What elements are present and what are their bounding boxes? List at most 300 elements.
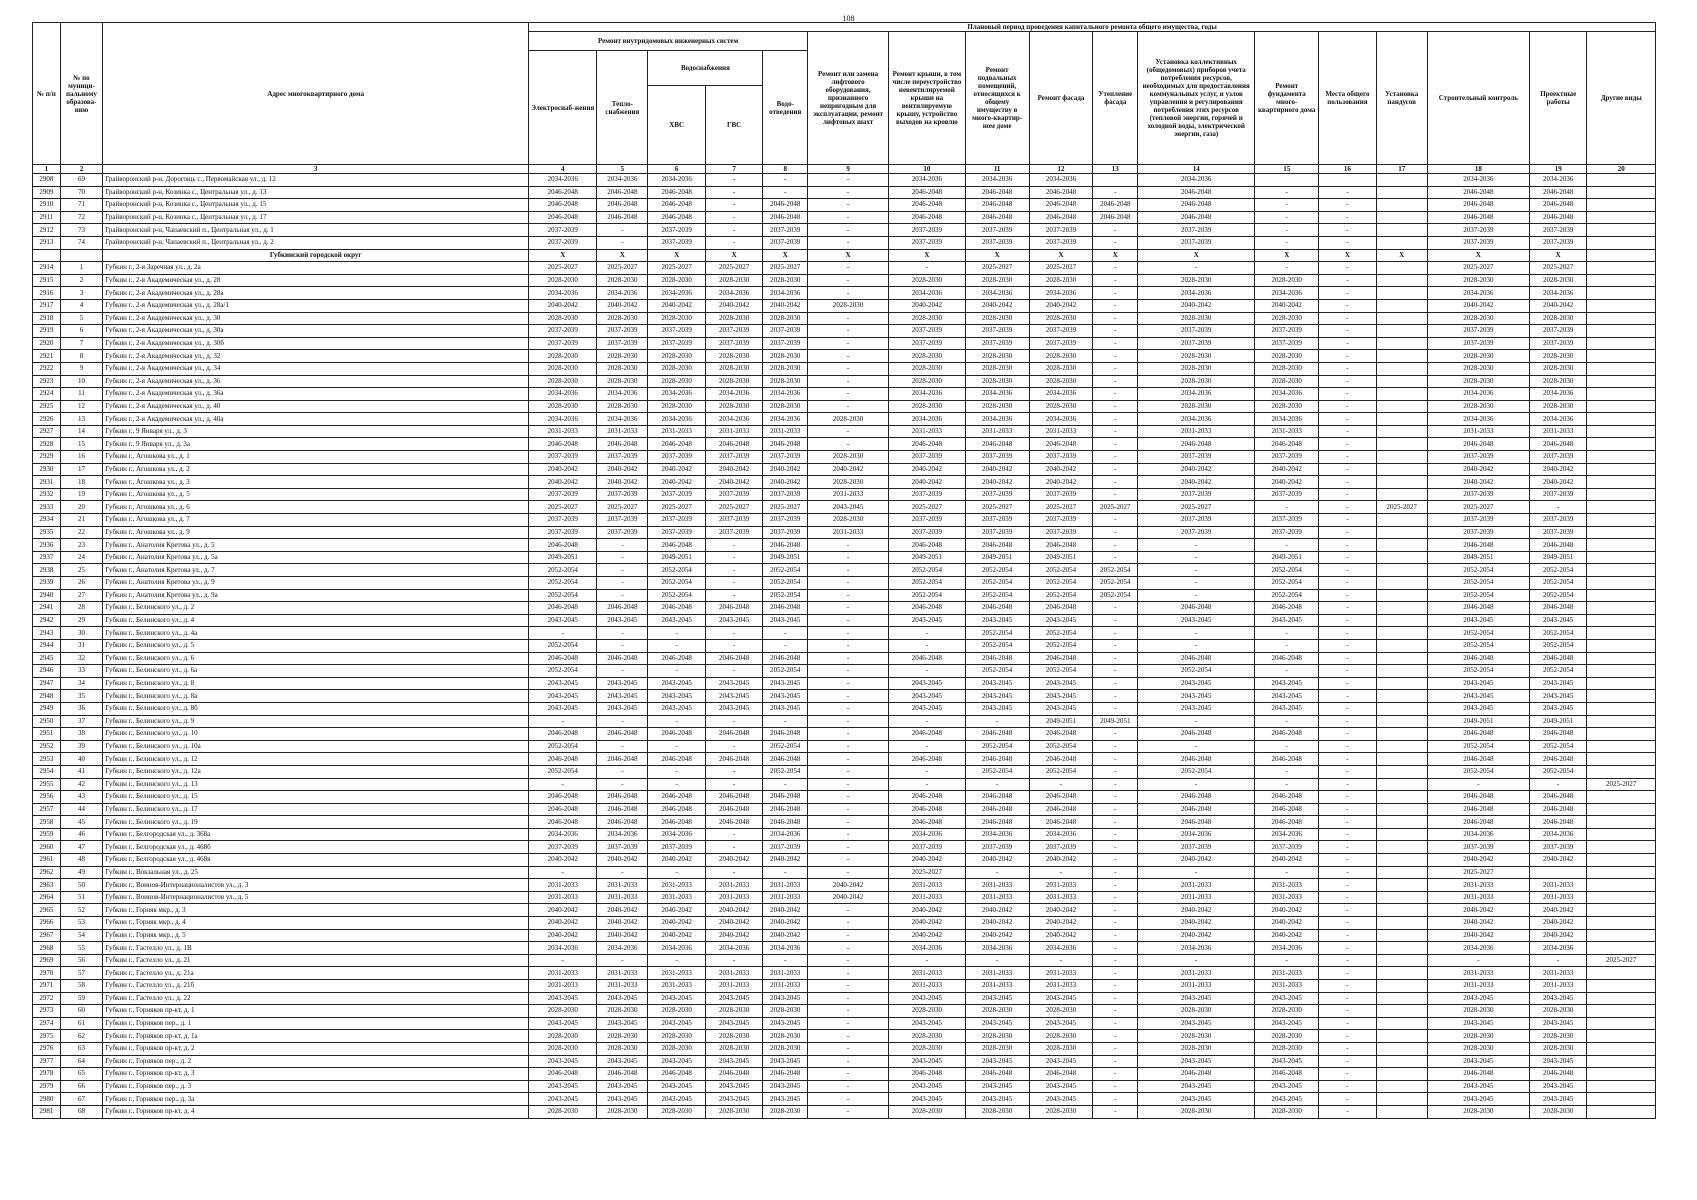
period-cell: 2037-2039 <box>648 514 705 527</box>
capital-repair-table <box>32 22 1656 1119</box>
table-body <box>33 174 1656 1119</box>
period-cell <box>1587 715 1656 728</box>
table-row <box>33 929 1656 942</box>
municipal-number: 68 <box>60 1105 103 1118</box>
period-cell <box>1376 312 1427 325</box>
period-cell: 2052-2054 <box>648 564 705 577</box>
period-cell <box>1587 967 1656 980</box>
period-cell: 2049-2051 <box>1427 715 1529 728</box>
row-number: 2955 <box>33 778 61 791</box>
period-cell: 2037-2039 <box>648 526 705 539</box>
period-cell <box>1376 526 1427 539</box>
period-cell: 2037-2039 <box>889 841 966 854</box>
column-number: 4 <box>529 165 597 174</box>
period-cell <box>1376 337 1427 350</box>
period-cell: - <box>597 778 648 791</box>
period-cell: 2031-2033 <box>648 891 705 904</box>
period-cell: 2046-2048 <box>1427 211 1529 224</box>
table-row <box>33 362 1656 375</box>
period-cell: 2040-2042 <box>1529 929 1586 942</box>
period-cell: - <box>889 665 966 678</box>
period-cell: 2046-2048 <box>1138 652 1255 665</box>
period-cell: - <box>1319 577 1376 590</box>
period-cell: 2043-2045 <box>965 1055 1029 1068</box>
period-cell: 2040-2042 <box>889 463 966 476</box>
period-cell: 2043-2045 <box>1138 690 1255 703</box>
period-cell: 2040-2042 <box>1029 854 1093 867</box>
period-cell: 2052-2054 <box>763 665 808 678</box>
period-cell: 2046-2048 <box>705 816 762 829</box>
period-cell: - <box>1319 803 1376 816</box>
row-number: 2925 <box>33 400 61 413</box>
period-cell: 2037-2039 <box>1029 488 1093 501</box>
period-cell: - <box>1093 551 1138 564</box>
period-cell: 2046-2048 <box>705 602 762 615</box>
row-number: 2924 <box>33 388 61 401</box>
period-cell: - <box>597 236 648 249</box>
period-cell: 2040-2042 <box>529 917 597 930</box>
period-cell: 2046-2048 <box>1255 652 1319 665</box>
period-cell: 2037-2039 <box>1138 224 1255 237</box>
table-row <box>33 891 1656 904</box>
period-cell: 2037-2039 <box>648 224 705 237</box>
header-address: Адрес многоквартирного дома <box>103 23 529 165</box>
period-cell: 2034-2036 <box>889 942 966 955</box>
period-cell: 2037-2039 <box>763 325 808 338</box>
period-cell <box>1376 589 1427 602</box>
municipal-number: 26 <box>60 577 103 590</box>
period-cell: - <box>1138 866 1255 879</box>
period-cell: - <box>597 740 648 753</box>
period-cell: 2031-2033 <box>1138 980 1255 993</box>
row-number: 2933 <box>33 501 61 514</box>
period-cell <box>1587 1068 1656 1081</box>
period-cell: 2025-2027 <box>648 262 705 275</box>
period-cell <box>1587 526 1656 539</box>
period-cell: 2040-2042 <box>529 854 597 867</box>
municipal-number: 44 <box>60 803 103 816</box>
period-cell: - <box>1093 866 1138 879</box>
period-cell <box>1255 174 1319 187</box>
period-cell: 2034-2036 <box>763 942 808 955</box>
period-cell: 2034-2036 <box>1427 828 1529 841</box>
period-cell: 2043-2045 <box>529 614 597 627</box>
period-cell: 2037-2039 <box>529 841 597 854</box>
period-cell: - <box>1319 551 1376 564</box>
header-insulation: Утепление фасада <box>1093 32 1138 165</box>
period-cell: 2046-2048 <box>597 803 648 816</box>
period-cell: 2028-2030 <box>705 1042 762 1055</box>
period-cell: 2046-2048 <box>1029 602 1093 615</box>
period-cell: X <box>1093 249 1138 262</box>
period-cell: 2031-2033 <box>763 891 808 904</box>
address-cell: Губкин г., Гастелло ул., д. 1В <box>103 942 529 955</box>
period-cell: 2046-2048 <box>529 186 597 199</box>
table-row <box>33 602 1656 615</box>
header-municipal-num: № по муници-пальному образова-нию <box>60 23 103 165</box>
municipal-number: 34 <box>60 677 103 690</box>
period-cell: 2052-2054 <box>1255 577 1319 590</box>
period-cell: 2046-2048 <box>1138 1068 1255 1081</box>
table-row <box>33 350 1656 363</box>
period-cell: - <box>1093 350 1138 363</box>
period-cell: - <box>1319 589 1376 602</box>
period-cell: 2046-2048 <box>597 753 648 766</box>
period-cell: 2028-2030 <box>1255 312 1319 325</box>
address-cell: Грайворонский р-н, Дорогощь с., Первомайская ул., д. 12 <box>103 174 529 187</box>
period-cell: - <box>889 627 966 640</box>
section-row <box>33 249 1656 262</box>
period-cell: 2043-2045 <box>648 702 705 715</box>
period-cell: - <box>808 841 889 854</box>
period-cell: 2052-2054 <box>1427 627 1529 640</box>
period-cell: - <box>808 980 889 993</box>
period-cell: 2028-2030 <box>648 1005 705 1018</box>
period-cell: 2046-2048 <box>889 199 966 212</box>
period-cell: 2046-2048 <box>1427 186 1529 199</box>
municipal-number: 9 <box>60 362 103 375</box>
period-cell: - <box>808 690 889 703</box>
period-cell: 2043-2045 <box>1529 1080 1586 1093</box>
period-cell: - <box>1319 488 1376 501</box>
table-row <box>33 577 1656 590</box>
period-cell: 2046-2048 <box>597 816 648 829</box>
period-cell <box>1587 476 1656 489</box>
period-cell: - <box>1319 841 1376 854</box>
address-cell: Губкин г., Агошкова ул., д. 1 <box>103 451 529 464</box>
table-row <box>33 211 1656 224</box>
period-cell: 2037-2039 <box>1029 337 1093 350</box>
period-cell: 2031-2033 <box>597 425 648 438</box>
period-cell: X <box>1427 249 1529 262</box>
period-cell <box>1376 211 1427 224</box>
table-row <box>33 287 1656 300</box>
period-cell: 2028-2030 <box>648 312 705 325</box>
period-cell: 2031-2033 <box>648 879 705 892</box>
period-cell: 2034-2036 <box>889 287 966 300</box>
period-cell: 2049-2051 <box>1093 715 1138 728</box>
municipal-number: 3 <box>60 287 103 300</box>
period-cell: - <box>705 224 762 237</box>
row-number: 2979 <box>33 1080 61 1093</box>
period-cell: 2028-2030 <box>1029 1005 1093 1018</box>
period-cell: 2043-2045 <box>529 992 597 1005</box>
period-cell: 2040-2042 <box>965 299 1029 312</box>
period-cell: 2043-2045 <box>1029 690 1093 703</box>
period-cell: - <box>808 589 889 602</box>
period-cell: X <box>1319 249 1376 262</box>
period-cell: 2025-2027 <box>1587 778 1656 791</box>
period-cell: 2046-2048 <box>1093 199 1138 212</box>
period-cell: 2046-2048 <box>1029 1068 1093 1081</box>
period-cell: - <box>808 577 889 590</box>
period-cell: - <box>808 1093 889 1106</box>
period-cell: 2046-2048 <box>763 816 808 829</box>
period-cell: 2043-2045 <box>1138 1080 1255 1093</box>
period-cell <box>1376 388 1427 401</box>
period-cell: 2028-2030 <box>763 274 808 287</box>
period-cell: 2046-2048 <box>1529 728 1586 741</box>
period-cell: 2040-2042 <box>529 299 597 312</box>
period-cell: 2043-2045 <box>648 1055 705 1068</box>
period-cell: 2037-2039 <box>1138 236 1255 249</box>
period-cell: 2043-2045 <box>763 1080 808 1093</box>
period-cell: 2046-2048 <box>965 652 1029 665</box>
column-number: 16 <box>1319 165 1376 174</box>
period-cell: 2046-2048 <box>965 753 1029 766</box>
period-cell: 2037-2039 <box>705 514 762 527</box>
period-cell: 2052-2054 <box>1093 589 1138 602</box>
period-cell <box>1587 929 1656 942</box>
period-cell: 2037-2039 <box>965 488 1029 501</box>
period-cell <box>1376 1030 1427 1043</box>
period-cell <box>1376 791 1427 804</box>
row-number: 2947 <box>33 677 61 690</box>
period-cell: X <box>808 249 889 262</box>
period-cell <box>1376 702 1427 715</box>
table-row <box>33 917 1656 930</box>
period-cell: 2046-2048 <box>1529 791 1586 804</box>
period-cell: 2040-2042 <box>1029 463 1093 476</box>
period-cell: 2046-2048 <box>1138 728 1255 741</box>
period-cell: 2028-2030 <box>529 1005 597 1018</box>
municipal-number: 1 <box>60 262 103 275</box>
period-cell: 2037-2039 <box>965 841 1029 854</box>
period-cell: 2034-2036 <box>1529 828 1586 841</box>
period-cell: - <box>808 816 889 829</box>
period-cell: 2043-2045 <box>648 677 705 690</box>
period-cell: - <box>1319 1068 1376 1081</box>
period-cell: 2037-2039 <box>763 841 808 854</box>
period-cell: 2025-2027 <box>763 501 808 514</box>
period-cell: 2025-2027 <box>889 501 966 514</box>
period-cell: 2037-2039 <box>597 451 648 464</box>
period-cell: - <box>1093 702 1138 715</box>
period-cell: 2046-2048 <box>889 791 966 804</box>
period-cell: - <box>1093 1030 1138 1043</box>
municipal-number: 46 <box>60 828 103 841</box>
period-cell: 2043-2045 <box>763 677 808 690</box>
period-cell: - <box>1138 639 1255 652</box>
period-cell: 2043-2045 <box>889 992 966 1005</box>
period-cell: 2043-2045 <box>597 992 648 1005</box>
row-number: 2910 <box>33 199 61 212</box>
row-number: 2976 <box>33 1042 61 1055</box>
period-cell <box>1376 425 1427 438</box>
period-cell: - <box>1093 476 1138 489</box>
period-cell: 2046-2048 <box>1255 816 1319 829</box>
period-cell: - <box>1319 891 1376 904</box>
table-row <box>33 186 1656 199</box>
period-cell: 2037-2039 <box>1427 224 1529 237</box>
period-cell: 2043-2045 <box>1029 614 1093 627</box>
period-cell: 2052-2054 <box>1093 577 1138 590</box>
period-cell: 2028-2030 <box>1529 312 1586 325</box>
period-cell: 2031-2033 <box>705 879 762 892</box>
period-cell: 2043-2045 <box>965 690 1029 703</box>
period-cell: 2037-2039 <box>1529 337 1586 350</box>
period-cell: 2037-2039 <box>529 224 597 237</box>
period-cell: 2040-2042 <box>1255 929 1319 942</box>
period-cell: 2037-2039 <box>1138 451 1255 464</box>
period-cell: - <box>1319 740 1376 753</box>
period-cell: 2037-2039 <box>648 488 705 501</box>
table-row <box>33 690 1656 703</box>
row-number: 2919 <box>33 325 61 338</box>
period-cell: - <box>597 665 648 678</box>
period-cell: 2040-2042 <box>1255 463 1319 476</box>
period-cell: - <box>1319 753 1376 766</box>
period-cell: 2028-2030 <box>763 312 808 325</box>
period-cell: 2040-2042 <box>1138 299 1255 312</box>
row-number: 2950 <box>33 715 61 728</box>
period-cell: 2043-2045 <box>1427 614 1529 627</box>
period-cell <box>1587 425 1656 438</box>
period-cell: 2043-2045 <box>889 614 966 627</box>
row-number: 2975 <box>33 1030 61 1043</box>
period-cell: 2046-2048 <box>1529 1068 1586 1081</box>
period-cell: - <box>597 224 648 237</box>
municipal-number: 18 <box>60 476 103 489</box>
period-cell: - <box>1255 665 1319 678</box>
period-cell: 2052-2054 <box>965 627 1029 640</box>
period-cell <box>1587 501 1656 514</box>
period-cell: 2034-2036 <box>597 942 648 955</box>
period-cell: - <box>1093 765 1138 778</box>
period-cell: 2037-2039 <box>889 236 966 249</box>
period-cell: - <box>808 828 889 841</box>
period-cell: 2037-2039 <box>705 337 762 350</box>
period-cell <box>1376 551 1427 564</box>
address-cell: Губкин г., Горняк мкр., д. 4 <box>103 917 529 930</box>
period-cell: 2037-2039 <box>1427 337 1529 350</box>
period-cell: - <box>808 904 889 917</box>
period-cell: - <box>965 954 1029 967</box>
period-cell: - <box>1319 728 1376 741</box>
period-cell: 2037-2039 <box>648 236 705 249</box>
table-row <box>33 224 1656 237</box>
period-cell: 2034-2036 <box>763 413 808 426</box>
period-cell: - <box>1093 1005 1138 1018</box>
address-cell: Губкин г., Горняков пер., д. 2 <box>103 1055 529 1068</box>
period-cell: 2046-2048 <box>1427 1068 1529 1081</box>
period-cell: - <box>1093 1042 1138 1055</box>
period-cell: - <box>808 652 889 665</box>
period-cell: 2043-2045 <box>1029 992 1093 1005</box>
address-cell: Губкин г., Горняков пр-кт, д. 3 <box>103 1068 529 1081</box>
period-cell: - <box>1255 740 1319 753</box>
period-cell: 2034-2036 <box>597 828 648 841</box>
period-cell: - <box>763 866 808 879</box>
period-cell: - <box>705 186 762 199</box>
period-cell: 2046-2048 <box>1529 602 1586 615</box>
municipal-number: 19 <box>60 488 103 501</box>
period-cell <box>1587 803 1656 816</box>
table-row <box>33 879 1656 892</box>
period-cell: 2043-2045 <box>1529 690 1586 703</box>
period-cell <box>1587 539 1656 552</box>
column-number: 20 <box>1587 165 1656 174</box>
period-cell: 2034-2036 <box>1255 413 1319 426</box>
period-cell: 2046-2048 <box>1029 728 1093 741</box>
period-cell <box>1587 1055 1656 1068</box>
period-cell: - <box>705 765 762 778</box>
period-cell: 2040-2042 <box>1029 904 1093 917</box>
period-cell: 2037-2039 <box>597 526 648 539</box>
period-cell: 2040-2042 <box>889 854 966 867</box>
row-number: 2928 <box>33 438 61 451</box>
period-cell: 2046-2048 <box>597 438 648 451</box>
period-cell: 2028-2030 <box>1138 1042 1255 1055</box>
period-cell: 2052-2054 <box>1029 589 1093 602</box>
period-cell: 2040-2042 <box>763 299 808 312</box>
municipal-number: 5 <box>60 312 103 325</box>
period-cell: - <box>1319 539 1376 552</box>
period-cell: 2046-2048 <box>529 791 597 804</box>
period-cell: - <box>889 639 966 652</box>
period-cell <box>1587 1030 1656 1043</box>
address-cell: Губкин г., Гастелло ул., д. 21б <box>103 980 529 993</box>
table-header <box>33 23 1656 174</box>
period-cell: 2043-2045 <box>1255 992 1319 1005</box>
period-cell: 2046-2048 <box>529 211 597 224</box>
table-row <box>33 1068 1656 1081</box>
period-cell: 2034-2036 <box>648 828 705 841</box>
period-cell: - <box>1138 577 1255 590</box>
period-cell: - <box>1093 677 1138 690</box>
row-number: 2962 <box>33 866 61 879</box>
period-cell <box>1376 816 1427 829</box>
period-cell: 2040-2042 <box>648 917 705 930</box>
period-cell: X <box>1529 249 1586 262</box>
period-cell <box>1376 1017 1427 1030</box>
table-row <box>33 488 1656 501</box>
period-cell: 2031-2033 <box>648 425 705 438</box>
row-number: 2936 <box>33 539 61 552</box>
row-number: 2921 <box>33 350 61 363</box>
period-cell: 2052-2054 <box>965 665 1029 678</box>
period-cell: 2043-2045 <box>705 614 762 627</box>
period-cell: 2034-2036 <box>597 388 648 401</box>
period-cell: - <box>808 740 889 753</box>
table-row <box>33 652 1656 665</box>
period-cell: 2040-2042 <box>1029 476 1093 489</box>
period-cell <box>1376 942 1427 955</box>
period-cell: - <box>1093 438 1138 451</box>
period-cell: 2046-2048 <box>1529 199 1586 212</box>
period-cell: 2037-2039 <box>705 325 762 338</box>
period-cell: 2052-2054 <box>648 589 705 602</box>
period-cell <box>1587 186 1656 199</box>
period-cell: 2037-2039 <box>965 514 1029 527</box>
period-cell: 2028-2030 <box>1255 1042 1319 1055</box>
period-cell: - <box>808 866 889 879</box>
period-cell: 2040-2042 <box>648 854 705 867</box>
period-cell: - <box>808 602 889 615</box>
table-row <box>33 1042 1656 1055</box>
period-cell: 2034-2036 <box>1255 828 1319 841</box>
period-cell: 2028-2030 <box>889 1005 966 1018</box>
period-cell: 2028-2030 <box>529 1030 597 1043</box>
period-cell: 2046-2048 <box>889 438 966 451</box>
period-cell: 2052-2054 <box>1138 765 1255 778</box>
period-cell <box>1587 1080 1656 1093</box>
period-cell: 2040-2042 <box>597 904 648 917</box>
period-cell: - <box>808 325 889 338</box>
period-cell: 2046-2048 <box>1029 211 1093 224</box>
period-cell: 2043-2045 <box>763 702 808 715</box>
period-cell: - <box>1255 236 1319 249</box>
